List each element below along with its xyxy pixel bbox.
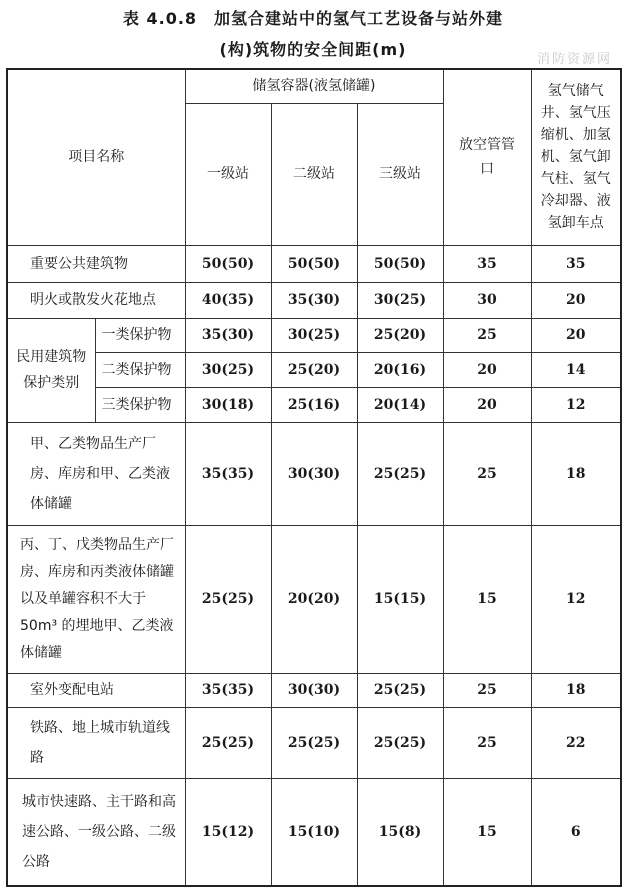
- cell-vent: 20: [443, 387, 531, 422]
- cell-vent: 25: [443, 673, 531, 707]
- cell-level1: 35(35): [185, 422, 271, 525]
- cell-level2: 25(25): [271, 707, 357, 778]
- cell-level1: 25(25): [185, 525, 271, 673]
- group-civil-building: 民用建筑物保护类别: [7, 318, 95, 422]
- cell-equipment: 18: [531, 422, 621, 525]
- row-name: 三类保护物: [95, 387, 185, 422]
- cell-level1: 30(18): [185, 387, 271, 422]
- cell-level3: 25(25): [357, 673, 443, 707]
- row-name: 一类保护物: [95, 318, 185, 352]
- cell-vent: 30: [443, 282, 531, 318]
- cell-level3: 25(25): [357, 422, 443, 525]
- table-row: [7, 707, 621, 778]
- table-row: [7, 387, 621, 422]
- header-equipment: 氢气储气井、氢气压缩机、加氢机、氢气卸气柱、氢气冷却器、液氢卸车点: [531, 69, 621, 245]
- cell-level1: 30(25): [185, 352, 271, 387]
- cell-level2: 25(16): [271, 387, 357, 422]
- cell-vent: 25: [443, 707, 531, 778]
- cell-level3: 50(50): [357, 245, 443, 282]
- row-name: 二类保护物: [95, 352, 185, 387]
- header-item-name: 项目名称: [7, 69, 185, 245]
- cell-equipment: 35: [531, 245, 621, 282]
- row-name: 室外变配电站: [7, 673, 185, 707]
- watermark: 消防资源网: [536, 52, 612, 67]
- table-row: [7, 525, 621, 673]
- header-level1: 一级站: [185, 103, 271, 245]
- cell-level1: 40(35): [185, 282, 271, 318]
- row-name: 甲、乙类物品生产厂房、库房和甲、乙类液体储罐: [7, 422, 185, 525]
- cell-equipment: 12: [531, 525, 621, 673]
- header-level3: 三级站: [357, 103, 443, 245]
- row-name: 丙、丁、戊类物品生产厂房、库房和丙类液体储罐以及单罐容积不大于 50m³ 的埋地甲、乙类液体储罐: [7, 525, 185, 673]
- cell-level3: 20(14): [357, 387, 443, 422]
- cell-level1: 35(30): [185, 318, 271, 352]
- cell-level3: 15(8): [357, 778, 443, 886]
- table-title-line2: (构)筑物的安全间距(m): [219, 40, 407, 59]
- table-row: [7, 282, 621, 318]
- header-storage-group: 储氢容器(液氢储罐): [185, 69, 443, 103]
- cell-level2: 50(50): [271, 245, 357, 282]
- cell-level1: 25(25): [185, 707, 271, 778]
- cell-equipment: 6: [531, 778, 621, 886]
- cell-level2: 20(20): [271, 525, 357, 673]
- cell-vent: 15: [443, 778, 531, 886]
- cell-vent: 25: [443, 422, 531, 525]
- cell-level3: 15(15): [357, 525, 443, 673]
- cell-level1: 35(35): [185, 673, 271, 707]
- table-row: [7, 778, 621, 886]
- cell-vent: 25: [443, 318, 531, 352]
- cell-level2: 25(20): [271, 352, 357, 387]
- cell-equipment: 20: [531, 282, 621, 318]
- table-row: [7, 245, 621, 282]
- row-name: 铁路、地上城市轨道线路: [7, 707, 185, 778]
- table-row: [7, 352, 621, 387]
- cell-vent: 35: [443, 245, 531, 282]
- cell-equipment: 14: [531, 352, 621, 387]
- cell-level2: 30(30): [271, 673, 357, 707]
- row-name: 明火或散发火花地点: [7, 282, 185, 318]
- cell-level2: 15(10): [271, 778, 357, 886]
- cell-equipment: 20: [531, 318, 621, 352]
- cell-level2: 30(30): [271, 422, 357, 525]
- cell-equipment: 12: [531, 387, 621, 422]
- header-vent: 放空管管口: [443, 69, 531, 245]
- cell-vent: 15: [443, 525, 531, 673]
- cell-vent: 20: [443, 352, 531, 387]
- table-row: [7, 318, 621, 352]
- table-row: [7, 422, 621, 525]
- cell-equipment: 18: [531, 673, 621, 707]
- table-row: [7, 673, 621, 707]
- cell-level3: 30(25): [357, 282, 443, 318]
- safety-distance-table: [6, 68, 622, 887]
- cell-level1: 50(50): [185, 245, 271, 282]
- cell-level1: 15(12): [185, 778, 271, 886]
- cell-level2: 30(25): [271, 318, 357, 352]
- cell-level3: 20(16): [357, 352, 443, 387]
- cell-level2: 35(30): [271, 282, 357, 318]
- cell-level3: 25(20): [357, 318, 443, 352]
- header-level2: 二级站: [271, 103, 357, 245]
- row-name: 重要公共建筑物: [7, 245, 185, 282]
- cell-equipment: 22: [531, 707, 621, 778]
- cell-level3: 25(25): [357, 707, 443, 778]
- table-title-line1: 表 4.0.8 加氢合建站中的氢气工艺设备与站外建: [122, 9, 504, 28]
- row-name: 城市快速路、主干路和高速公路、一级公路、二级公路: [7, 778, 185, 886]
